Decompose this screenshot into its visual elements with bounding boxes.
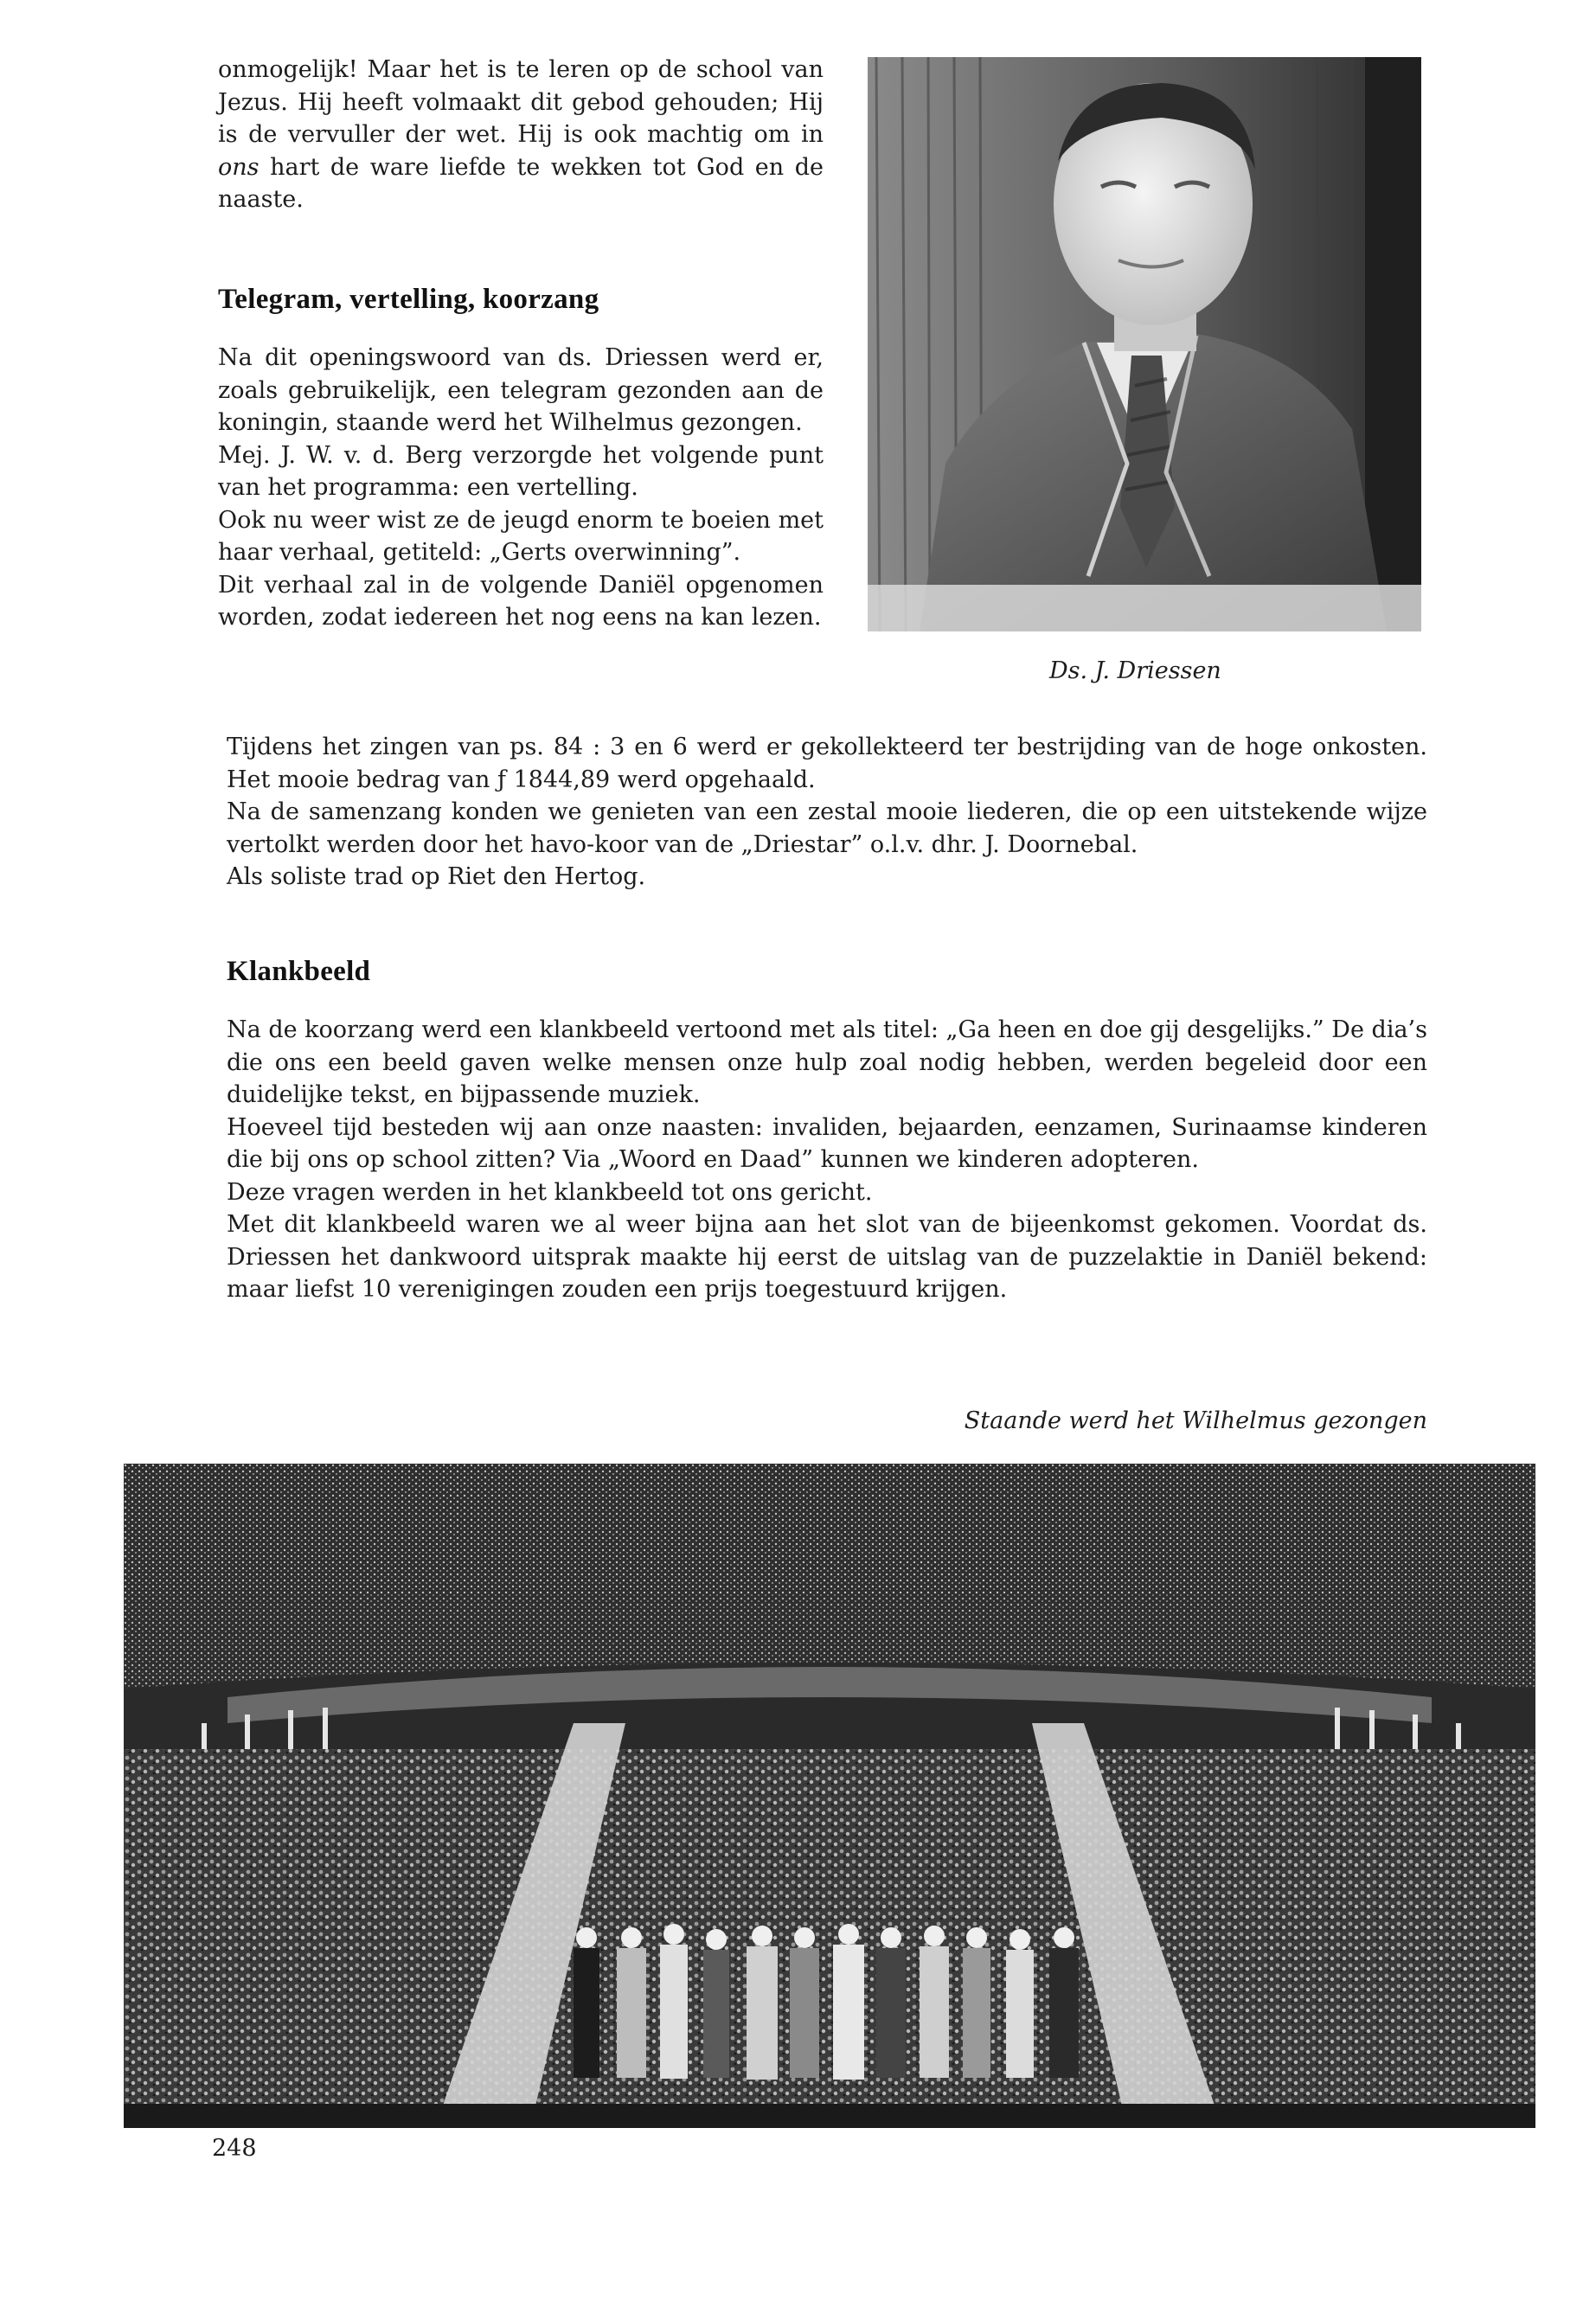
- paragraph: onmogelijk! Maar het is te leren op de school van Jezus. Hij heeft volmaakt dit gebod gehouden; Hij is de vervuller der wet. Hij is ook machtig om in ons hart de ware liefde te wekken tot God en de naaste.: [218, 56, 824, 213]
- full-column: [227, 731, 1427, 894]
- full-column-body: [227, 1014, 1427, 1306]
- paragraph: Na dit openingswoord van ds. Driessen werd er, zoals gebruikelijk, een telegram gezonden aan de koningin, staande werd het Wilhelmus gezongen.: [218, 344, 824, 436]
- paragraph: Mej. J. W. v. d. Berg verzorgde het volgende punt van het programma: een vertelling.: [218, 441, 824, 501]
- section-heading-klankbeeld: Klankbeeld: [227, 956, 371, 987]
- top-column-body: [218, 342, 824, 634]
- page-number: 248: [212, 2135, 257, 2162]
- paragraph: Ook nu weer wist ze de jeugd enorm te boeien met haar verhaal, getiteld: „Gerts overwinning”.: [218, 506, 824, 566]
- paragraph: Met dit klankbeeld waren we al weer bijna aan het slot van de bijeenkomst gekomen. Voordat ds. Driessen het dankwoord uitsprak maakte hij eerst de uitslag van de puzzelaktie in Daniël bekend: maar liefst 10 verenigingen zouden een prijs toegestuurd krijgen.: [227, 1211, 1427, 1303]
- paragraph: Als soliste trad op Riet den Hertog.: [227, 863, 646, 890]
- paragraph: Na de koorzang werd een klankbeeld vertoond met als titel: „Ga heen en doe gij desgelijks.” De dia’s die ons een beeld gaven welke mensen onze hulp zoal nodig hebben, werden begeleid door een duidelijke tekst, en bijpassende muziek.: [227, 1016, 1427, 1108]
- audience-hall-photo-icon: [124, 1464, 1535, 2128]
- paragraph: Na de samenzang konden we genieten van een zestal mooie liederen, die op een uitstekende wijze vertolkt werden door het havo-koor van de „Driestar” o.l.v. dhr. J. Doornebal.: [227, 798, 1427, 858]
- paragraph: Hoeveel tijd besteden wij aan onze naasten: invaliden, bejaarden, eenzamen, Surinaamse kinderen die bij ons op school zitten? Via „Woord en Daad” kunnen we kinderen adopteren.: [227, 1113, 1427, 1173]
- section-heading-telegram: Telegram, vertelling, koorzang: [218, 284, 599, 315]
- hall-photo: [124, 1464, 1535, 2128]
- paragraph: Deze vragen werden in het klankbeeld tot ons gericht.: [227, 1178, 873, 1206]
- portrait-caption: Ds. J. Driessen: [1049, 657, 1221, 684]
- portrait-photo: [868, 57, 1421, 631]
- portrait-photo-icon: [868, 57, 1421, 631]
- hall-photo-caption: Staande werd het Wilhelmus gezongen: [964, 1407, 1427, 1434]
- paragraph: Tijdens het zingen van ps. 84 : 3 en 6 werd er gekollekteerd ter bestrijding van de hoge onkosten. Het mooie bedrag van ƒ 1844,89 werd opgehaald.: [227, 734, 1427, 793]
- paragraph: Dit verhaal zal in de volgende Daniël opgenomen worden, zodat iedereen het nog eens na kan lezen.: [218, 571, 824, 631]
- top-column: [218, 54, 824, 216]
